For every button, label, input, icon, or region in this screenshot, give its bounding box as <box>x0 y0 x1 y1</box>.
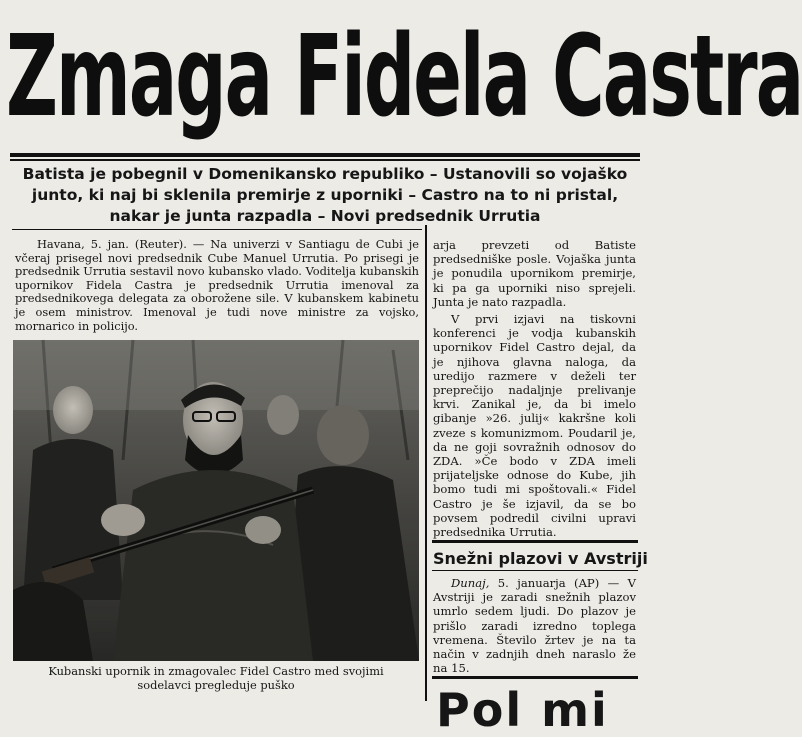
headline-rule <box>10 153 640 157</box>
second-article-title: Snežni plazovi v Avstriji <box>433 549 648 568</box>
photo-illustration <box>13 340 419 661</box>
subheadline-line-1: Batista je pobegnil v Domenikansko republiko – Ustanovili so vojaško <box>22 165 628 183</box>
section-rule-bottom <box>432 570 638 571</box>
continuation-column <box>433 238 636 539</box>
section-rule-top <box>432 540 638 543</box>
caption-line-1: Kubanski upornik in zmagovalec Fidel Castro med svojimi <box>48 664 384 678</box>
photo-caption <box>13 664 419 692</box>
bottom-rule <box>432 676 638 679</box>
second-article-body <box>433 576 636 675</box>
continuation-paragraph-2: V prvi izjavi na tiskovni konferenci je vodja kubanskih upornikov Fidel Castro dejal, da je njihova glavna naloga, da uredijo razmere v deželi ter preprečijo nadaljnje prelivanje krvi. Zanikal je, da bi imelo gibanje »26. julij« kakršne koli zveze s komunizmom. Poudaril je, da ne goji sovražnih odnosov do ZDA. »Če bodo v ZDA imeli prijateljske odnose do Kube, jih bomo tudi mi spoštovali.« Fidel Castro je še izjavil, da se bo povsem podredil civilni upravi predsednika Urrutia. <box>433 312 636 540</box>
continuation-paragraph-1: arja prevzeti od Batiste predsedniške posle. Vojaška junta je ponudila upornikom premirje, ki pa ga uporniki niso sprejeli. Junta je nato razpadla. <box>433 238 636 309</box>
subheadline-line-2: junto, ki naj bi sklenila premirje z uporniki – Castro na to ni pristal, <box>31 186 619 204</box>
next-headline-fragment <box>436 683 641 737</box>
second-article-text: 5. januarja (AP) — V Avstriji je zaradi snežnih plazov umrlo sedem ljudi. Do plazov je prišlo zaradi izredno toplega vremena. Število žrtev je na ta način v zadnjih dneh naraslo že na 15. <box>433 576 636 676</box>
headline-rule-thin <box>10 159 640 161</box>
subheadline-line-3: nakar je junta razpadla – Novi predsednik Urrutia <box>109 207 541 225</box>
lead-rule <box>12 229 422 230</box>
next-headline-text: Pol mi <box>436 683 609 737</box>
lead-article <box>15 238 419 333</box>
lead-article-text: Havana, 5. jan. (Reuter). — Na univerzi v Santiagu de Cubi je včeraj prisegel novi predsednik Cube Manuel Urrutia. Po prisegi je predsednik Urrutia sestavil novo kubansko vlado. Voditelja kubanskih upornikov Fidela Castra je predsednik Urrutia imenoval za predsednikovega delegata za oborožene sile. V kubanskem kabinetu je osem ministrov. Imenoval je tudi nove ministre za vojsko, mornarico in policijo. <box>15 237 419 333</box>
subheadline <box>12 164 638 227</box>
news-photo <box>13 340 419 661</box>
caption-line-2: sodelavci pregleduje puško <box>137 678 295 692</box>
second-article-dateline: Dunaj, <box>451 576 490 590</box>
column-divider <box>425 225 427 701</box>
main-headline: Zmaga Fidela Castra <box>6 12 802 142</box>
second-article <box>433 576 636 675</box>
